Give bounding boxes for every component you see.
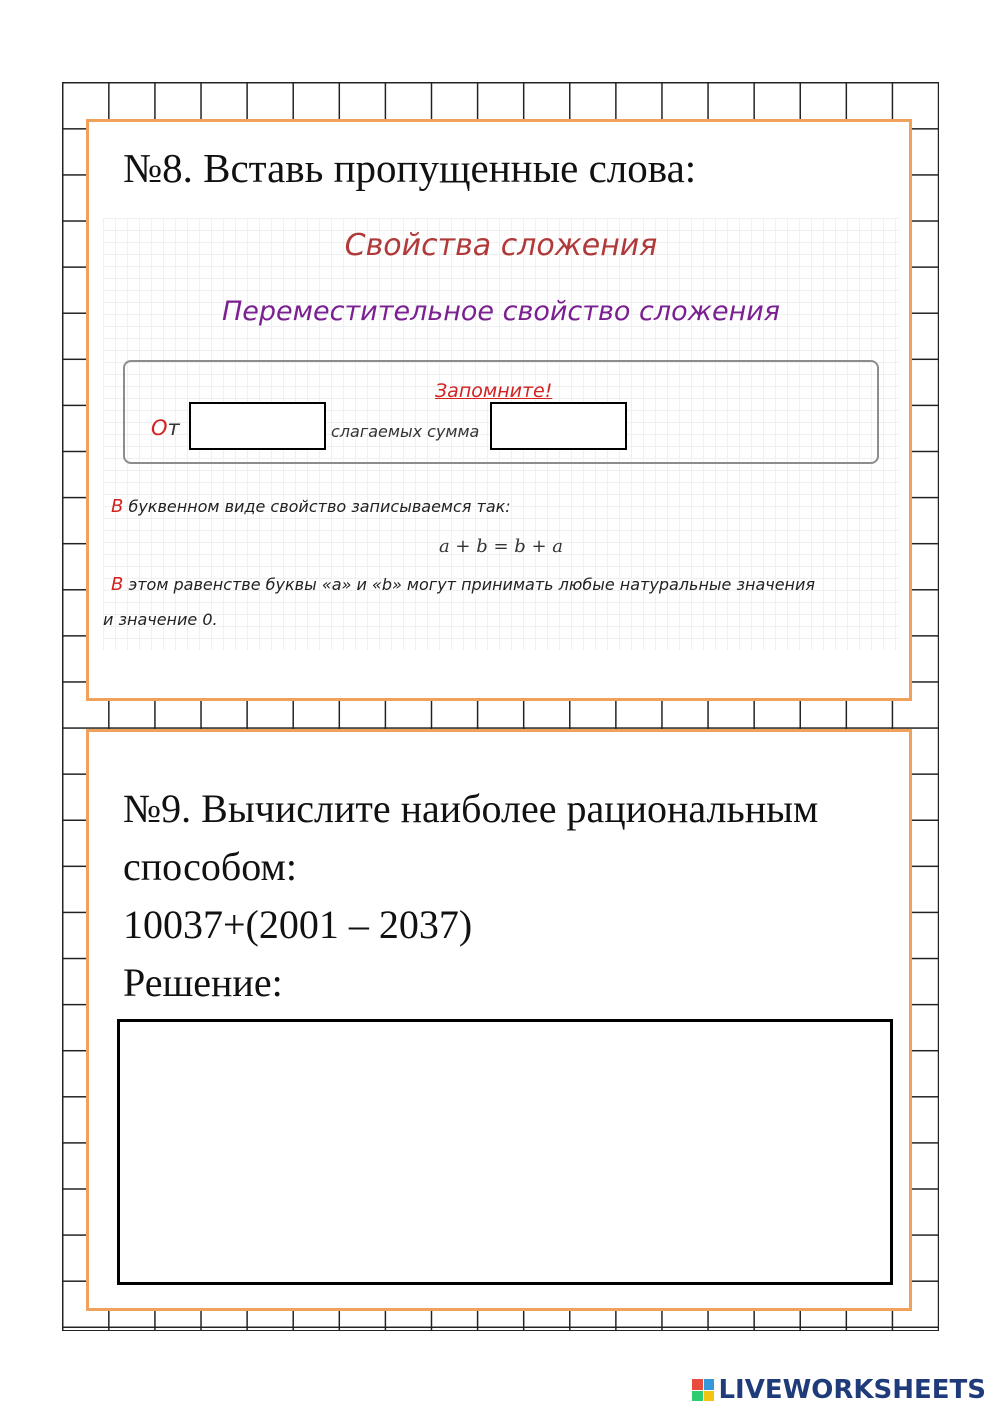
brand-name: LIVEWORKSHEETS <box>718 1375 986 1405</box>
blank-input-1[interactable] <box>189 402 326 450</box>
liveworksheets-logo-icon <box>692 1379 714 1401</box>
line2-cap: В <box>111 574 124 595</box>
remember-label: Запомните! <box>435 380 553 402</box>
properties-heading: Свойства сложения <box>344 228 658 263</box>
task-9-title-line2: способом: <box>123 844 297 889</box>
task-8-title: №8. Вставь пропущенные слова: <box>123 145 697 191</box>
letter-form-line <box>111 496 511 517</box>
solution-label: Решение: <box>123 960 283 1005</box>
rule-prefix <box>151 416 180 440</box>
rule-prefix-rest: т <box>167 416 180 440</box>
rule-middle-text: слагаемых сумма <box>331 422 480 441</box>
rule-prefix-cap: О <box>151 416 168 440</box>
task-9-expression: 10037+(2001 – 2037) <box>123 902 473 947</box>
addition-properties-image <box>103 218 899 650</box>
rule-box <box>123 360 879 464</box>
formula: a + b = b + a <box>438 536 564 557</box>
solution-answer-box[interactable] <box>117 1019 893 1285</box>
commutative-property-heading: Переместительное свойство сложения <box>221 296 781 327</box>
task-9-card <box>86 729 912 1311</box>
zero-value-line: и значение 0. <box>103 610 218 629</box>
line1-cap: В <box>111 496 124 517</box>
task-8-card <box>86 119 912 701</box>
liveworksheets-brand <box>692 1376 986 1404</box>
equality-explanation-line <box>111 574 815 595</box>
line1-text: буквенном виде свойство записываемся так: <box>123 497 511 516</box>
blank-input-2[interactable] <box>490 402 627 450</box>
task-9-text <box>123 780 818 1012</box>
task-9-title-line1: №9. Вычислите наиболее рациональным <box>123 786 819 831</box>
line2-text: этом равенстве буквы «a» и «b» могут принимать любые натуральные значения <box>123 575 816 594</box>
